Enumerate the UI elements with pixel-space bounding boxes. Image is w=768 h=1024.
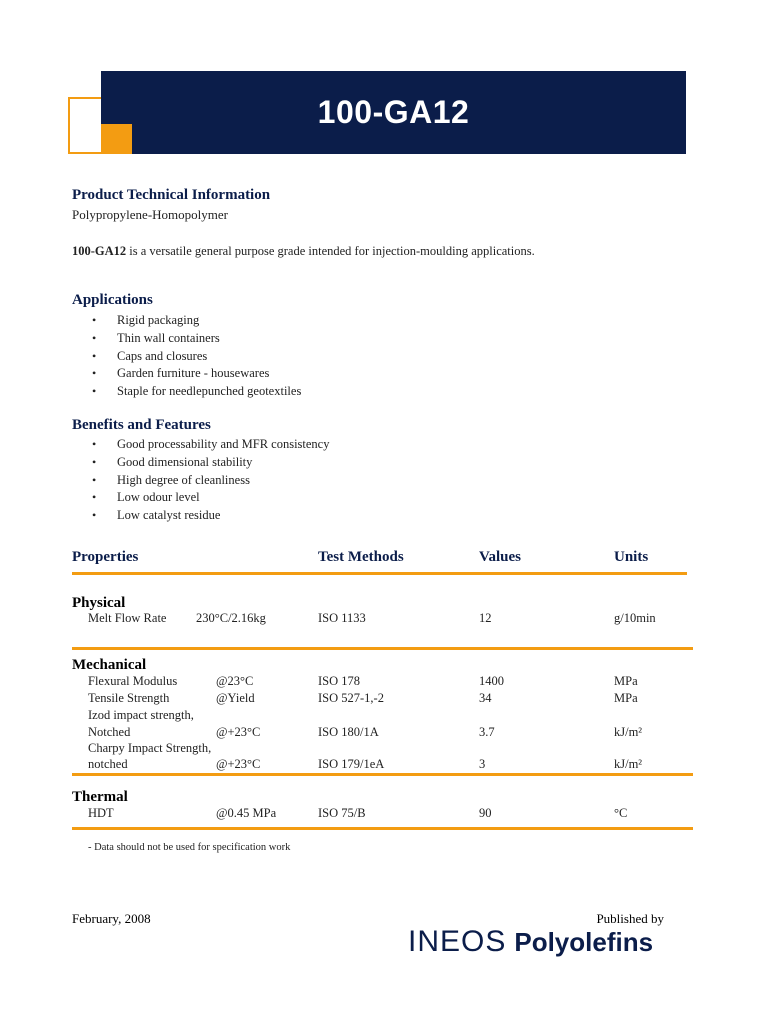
property-unit: MPa	[614, 691, 638, 705]
product-description	[72, 244, 535, 259]
property-condition: @+23°C	[216, 725, 261, 739]
logo-polyolefins: Polyolefins	[514, 927, 654, 957]
group-thermal-title: Thermal	[72, 789, 128, 805]
property-method: ISO 1133	[318, 611, 366, 625]
property-method: ISO 75/B	[318, 806, 366, 820]
header-divider	[72, 572, 687, 575]
list-item: • Good processability and MFR consistency	[92, 436, 329, 454]
property-name: Tensile Strength	[88, 691, 170, 705]
group-physical-title: Physical	[72, 595, 126, 611]
property-value: 90	[479, 806, 492, 820]
benefits-list	[92, 436, 329, 525]
publication-date: February, 2008	[72, 911, 151, 926]
property-method: ISO 178	[318, 674, 361, 688]
property-unit: °C	[614, 806, 628, 820]
list-item: • Garden furniture - housewares	[92, 365, 301, 383]
property-value: 34	[479, 691, 492, 705]
ineos-polyolefins-logo	[408, 925, 653, 959]
product-title: 100-GA12	[317, 94, 470, 130]
specification-note: - Data should not be used for specification work	[88, 842, 291, 853]
property-method: ISO 180/1A	[318, 725, 379, 739]
property-value: 1400	[479, 674, 504, 688]
applications-list	[92, 312, 301, 401]
doc-heading: Product Technical Information	[72, 187, 271, 203]
published-by: Published by	[596, 911, 664, 926]
property-condition: @23°C	[216, 674, 254, 688]
property-method: ISO 179/1eA	[318, 757, 385, 771]
description-text: is a versatile general purpose grade intended for injection-moulding applications.	[126, 244, 535, 258]
property-name-prefix: Izod impact strength,	[88, 708, 194, 722]
col-header-units: Units	[614, 549, 649, 565]
property-value: 12	[479, 611, 492, 625]
col-header-properties: Properties	[72, 549, 139, 565]
property-name-prefix: Charpy Impact Strength,	[88, 741, 212, 755]
property-unit: g/10min	[614, 611, 656, 625]
property-unit: kJ/m²	[614, 757, 643, 771]
group-mechanical-title: Mechanical	[72, 657, 147, 673]
list-item: • Good dimensional stability	[92, 454, 329, 472]
property-name: Melt Flow Rate	[88, 611, 167, 625]
description-code: 100-GA12	[72, 244, 127, 258]
col-header-values: Values	[479, 549, 521, 565]
list-item: • Rigid packaging	[92, 312, 301, 330]
logo-ineos: INEOS	[408, 925, 507, 958]
property-name: notched	[88, 757, 128, 771]
list-item: • High degree of cleanliness	[92, 472, 329, 490]
property-value: 3	[479, 757, 486, 771]
property-value: 3.7	[479, 725, 495, 739]
list-item: • Thin wall containers	[92, 330, 301, 348]
list-item: • Low catalyst residue	[92, 507, 329, 525]
applications-heading: Applications	[72, 292, 153, 308]
thermal-divider	[72, 827, 693, 830]
col-header-methods: Test Methods	[318, 549, 404, 565]
doc-subtitle: Polypropylene-Homopolymer	[72, 207, 228, 222]
property-condition: @Yield	[216, 691, 255, 705]
property-name: Flexural Modulus	[88, 674, 178, 688]
property-name: HDT	[88, 806, 114, 820]
list-item: • Staple for needlepunched geotextiles	[92, 383, 301, 401]
logo-square-orange	[101, 124, 132, 154]
list-item: • Caps and closures	[92, 348, 301, 366]
property-condition: @0.45 MPa	[216, 806, 277, 820]
property-method: ISO 527-1,-2	[318, 691, 384, 705]
list-item: • Low odour level	[92, 489, 329, 507]
logo-square-navy	[101, 97, 132, 124]
property-condition: 230°C/2.16kg	[196, 611, 266, 625]
benefits-heading: Benefits and Features	[72, 417, 211, 433]
property-unit: kJ/m²	[614, 725, 643, 739]
mechanical-divider	[72, 773, 693, 776]
physical-divider	[72, 647, 693, 650]
property-unit: MPa	[614, 674, 638, 688]
property-name: Notched	[88, 725, 131, 739]
property-condition: @+23°C	[216, 757, 261, 771]
